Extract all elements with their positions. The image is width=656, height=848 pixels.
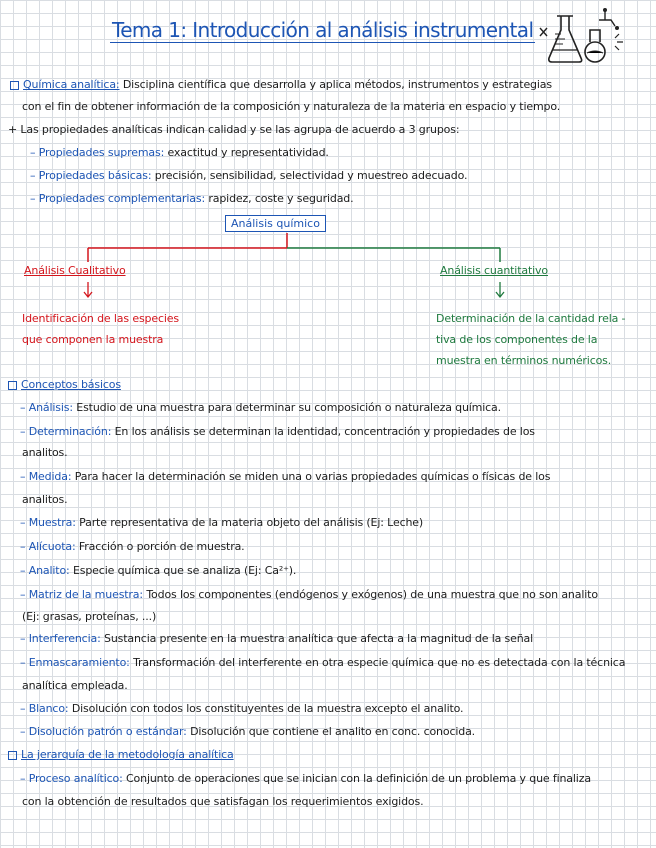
concepto-line: – Enmascaramiento: Transformación del interferente en otra especie química que no es detectada con la técnica [20,656,626,669]
concepto-line-cont: (Ej: grasas, proteínas, ...) [22,610,157,623]
concepto-line: – Disolución patrón o estándar: Disolución que contiene el analito en conc. conocida. [20,725,476,738]
propiedad-text: rapidez, coste y seguridad. [208,192,354,205]
propiedad-item: – Propiedades básicas: precisión, sensibilidad, selectividad y muestreo adecuado. [30,169,468,182]
cualitativo-title: Análisis Cualitativo [24,264,126,277]
concepto-line: – Muestra: Parte representativa de la materia objeto del análisis (Ej: Leche) [20,516,424,529]
concepto-line: – Medida: Para hacer la determinación se miden una o varias propiedades químicas o físicas de los [20,470,551,483]
propiedad-label: Propiedades supremas: [38,146,165,159]
cuantitativo-title: Análisis cuantitativo [440,264,548,277]
propiedad-text: exactitud y representatividad. [167,146,329,159]
page-title: Tema 1: Introducción al análisis instrumental [112,18,534,42]
quimica-line-1 [10,78,552,91]
conceptos-heading: Conceptos básicos [8,378,121,391]
cualitativo-text-2: que componen la muestra [22,333,164,346]
cuantitativo-text-2: tiva de los componentes de la [436,333,598,346]
jerarquia-heading: La jerarquía de la metodología analítica [8,748,234,761]
diagram-root-box: Análisis químico [225,215,326,232]
checkbox-square-icon [10,81,19,90]
proceso-line-cont: con la obtención de resultados que satisfagan los requerimientos exigidos. [22,795,424,808]
concepto-line: – Analito: Especie química que se analiza (Ej: Ca²⁺). [20,564,297,577]
chemistry-flask-icon [535,6,630,68]
concepto-line: – Blanco: Disolución con todos los constituyentes de la muestra excepto el analito. [20,702,464,715]
checkbox-square-icon [8,381,17,390]
cuantitativo-text-1: Determinación de la cantidad rela - [436,312,626,325]
concepto-line: – Interferencia: Sustancia presente en la muestra analítica que afecta a la magnitud de la señal [20,632,534,645]
proceso-line: – Proceso analítico: Conjunto de operaciones que se inician con la definición de un problema y que finaliza [20,772,591,785]
checkbox-square-icon [8,751,17,760]
quimica-definition-1: Disciplina científica que desarrolla y aplica métodos, instrumentos y estrategias [122,78,552,91]
propiedad-item: – Propiedades supremas: exactitud y representatividad. [30,146,329,159]
concepto-line: – Análisis: Estudio de una muestra para determinar su composición o naturaleza química. [20,401,501,414]
quimica-definition-2: con el fin de obtener información de la composición y naturaleza de la materia en espacio y tiempo. [22,100,561,113]
concepto-line: – Alícuota: Fracción o porción de muestra. [20,540,245,553]
propiedades-intro: + Las propiedades analíticas indican calidad y se las agrupa de acuerdo a 3 grupos: [8,123,460,136]
concepto-line-cont: analitos. [22,493,68,506]
quimica-term: Química analítica: [23,78,120,91]
propiedad-label: Propiedades complementarias: [38,192,206,205]
concepto-line-cont: analitos. [22,446,68,459]
propiedad-text: precisión, sensibilidad, selectividad y muestreo adecuado. [154,169,468,182]
concepto-line: – Matriz de la muestra: Todos los componentes (endógenos y exógenos) de una muestra que no son analito [20,588,598,601]
propiedad-label: Propiedades básicas: [38,169,152,182]
concepto-line: – Determinación: En los análisis se determinan la identidad, concentración y propiedades de los [20,425,535,438]
cuantitativo-text-3: muestra en términos numéricos. [436,354,612,367]
concepto-line-cont: analítica empleada. [22,679,128,692]
propiedad-item: – Propiedades complementarias: rapidez, coste y seguridad. [30,192,354,205]
cualitativo-text-1: Identificación de las especies [22,312,179,325]
